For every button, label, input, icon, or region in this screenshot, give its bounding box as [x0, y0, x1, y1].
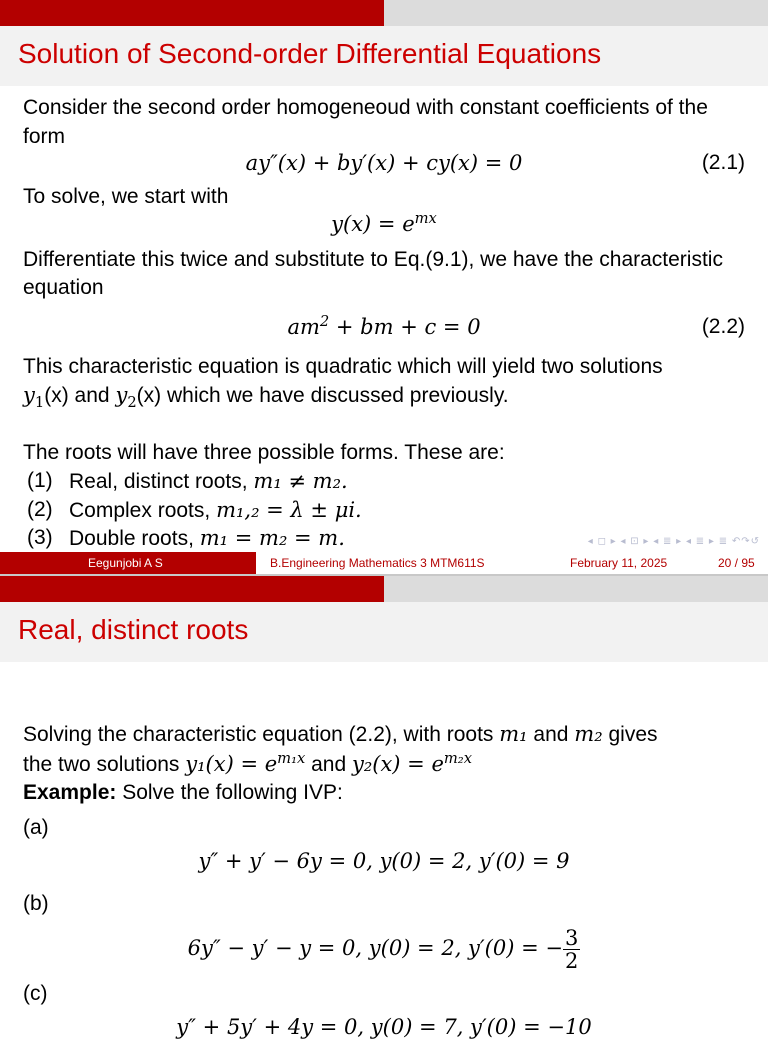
- solving-text: Solving the characteristic equation (2.2), with roots: [23, 723, 500, 746]
- paragraph-quadratic: This characteristic equation is quadratic which will yield two solutions: [23, 354, 663, 378]
- and-text: and: [527, 723, 575, 746]
- trial-exponent: mx: [414, 209, 437, 227]
- header-bar-right: [384, 0, 768, 26]
- slide-2: [0, 576, 768, 1039]
- footer-page-number: 20 / 95: [718, 556, 755, 570]
- list-item-math: m₁ ≠ m₂.: [253, 469, 348, 493]
- gives-text: gives: [602, 723, 658, 746]
- solutions-end-text: (x) which we have discussed previously.: [136, 384, 509, 407]
- equation-trial-text: [23, 210, 745, 239]
- equation-trial: [23, 209, 745, 246]
- and-text: and: [305, 752, 352, 776]
- list-item-text: Double roots,: [69, 527, 200, 550]
- header-bar-right: [384, 576, 768, 602]
- equation-2-2: [23, 303, 745, 353]
- footer-course-cell: [256, 552, 512, 574]
- y2-subscript: 2: [127, 394, 137, 412]
- title-bar: [0, 26, 768, 86]
- list-item-number: (1): [27, 469, 53, 492]
- paragraph-intro: Consider the second order homogeneoud with constant coefficients of the form: [23, 96, 708, 148]
- paragraph-start: To solve, we start with: [23, 185, 229, 208]
- y1-solution: y₁(x) = e: [185, 751, 278, 776]
- footer-date: February 11, 2025: [570, 556, 668, 570]
- equation-number: (2.1): [701, 151, 745, 174]
- slide-header-bar: [0, 0, 768, 26]
- equation-text: ay″(x) + by′(x) + cy(x) = 0: [245, 151, 523, 175]
- list-item: [23, 467, 745, 496]
- example-item-label: (c): [23, 981, 48, 1005]
- footer-date-cell: [512, 552, 768, 574]
- list-item-text: Real, distinct roots,: [69, 470, 254, 493]
- equation-number: (2.2): [701, 314, 745, 338]
- trial-base: y(x) = e: [331, 211, 415, 236]
- beamer-navigation-icons[interactable]: ◂ ◻ ▸ ◂ ⊡ ▸ ◂ ≣ ▸ ◂ ≣ ▸ ≣ ↶↷↺: [587, 536, 760, 547]
- footer-course: B.Engineering Mathematics 3 MTM611S: [270, 556, 485, 570]
- y2-exponent: m₂x: [443, 749, 472, 767]
- footer-author: Eegunjobi A S: [88, 556, 163, 570]
- fraction-denominator: 2: [564, 948, 579, 973]
- paragraph-solutions: [23, 381, 745, 411]
- example-item-label: (b): [23, 891, 49, 915]
- fraction-numerator: 3: [564, 925, 579, 950]
- ivp-b-text: 6y″ − y′ − y = 0, y(0) = 2, y′(0) = −: [187, 935, 563, 960]
- ivp-equation-c: y″ + 5y′ + 4y = 0, y(0) = 7, y′(0) = −10: [176, 1014, 592, 1039]
- y1-symbol: y: [23, 383, 35, 407]
- list-item-math: m₁ = m₂ = m.: [199, 526, 345, 550]
- list-item: [23, 496, 745, 525]
- paragraph-example: [23, 779, 745, 808]
- header-bar-left: [0, 0, 384, 26]
- y2-symbol: y: [115, 383, 128, 407]
- solutions-mid-text: (x) and: [44, 384, 116, 407]
- ivp-equation-a: y″ + y′ − 6y = 0, y(0) = 2, y′(0) = 9: [198, 848, 570, 873]
- footer-author-cell: [0, 552, 256, 574]
- title-bar: [0, 602, 768, 662]
- list-item-number: (2): [27, 497, 53, 521]
- slide-header-bar: [0, 576, 768, 602]
- y2-solution: y₂(x) = e: [351, 751, 444, 776]
- ivp-equation-b: [23, 920, 745, 980]
- m2-symbol: m₂: [574, 722, 603, 746]
- example-item-label: (a): [23, 815, 49, 839]
- char-eq-exp: 2: [319, 312, 330, 330]
- paragraph-two-solutions: [23, 750, 745, 780]
- example-text: Solve the following IVP:: [116, 781, 343, 804]
- list-item-math: m₁,₂ = λ ± μi.: [216, 497, 362, 522]
- y1-subscript: 1: [34, 394, 45, 412]
- char-eq-b: + bm + c = 0: [329, 314, 481, 339]
- slide-body: [23, 94, 745, 553]
- characteristic-equation: [23, 313, 745, 342]
- fraction: [563, 927, 580, 972]
- paragraph-differentiate: Differentiate this twice and substitute to Eq.(9.1), we have the characteristic equation: [23, 247, 723, 299]
- slide-footer: [0, 552, 768, 574]
- spacer: [23, 411, 745, 439]
- y1-exponent: m₁x: [277, 749, 306, 767]
- two-solutions-text: the two solutions: [23, 752, 186, 776]
- m1-symbol: m₁: [499, 722, 528, 746]
- slide-title: Solution of Second-order Differential Equations: [18, 38, 602, 69]
- example-label: Example:: [23, 781, 117, 804]
- slide-body: [23, 720, 745, 1050]
- list-item-number: (3): [27, 526, 53, 549]
- char-eq-a: am: [287, 314, 320, 339]
- slide-title: Real, distinct roots: [18, 614, 249, 645]
- header-bar-left: [0, 576, 384, 602]
- equation-2-1: [23, 151, 745, 183]
- paragraph-solving: [23, 720, 745, 750]
- paragraph-roots: The roots will have three possible forms. These are:: [23, 440, 505, 464]
- list-item-text: Complex roots,: [69, 498, 217, 522]
